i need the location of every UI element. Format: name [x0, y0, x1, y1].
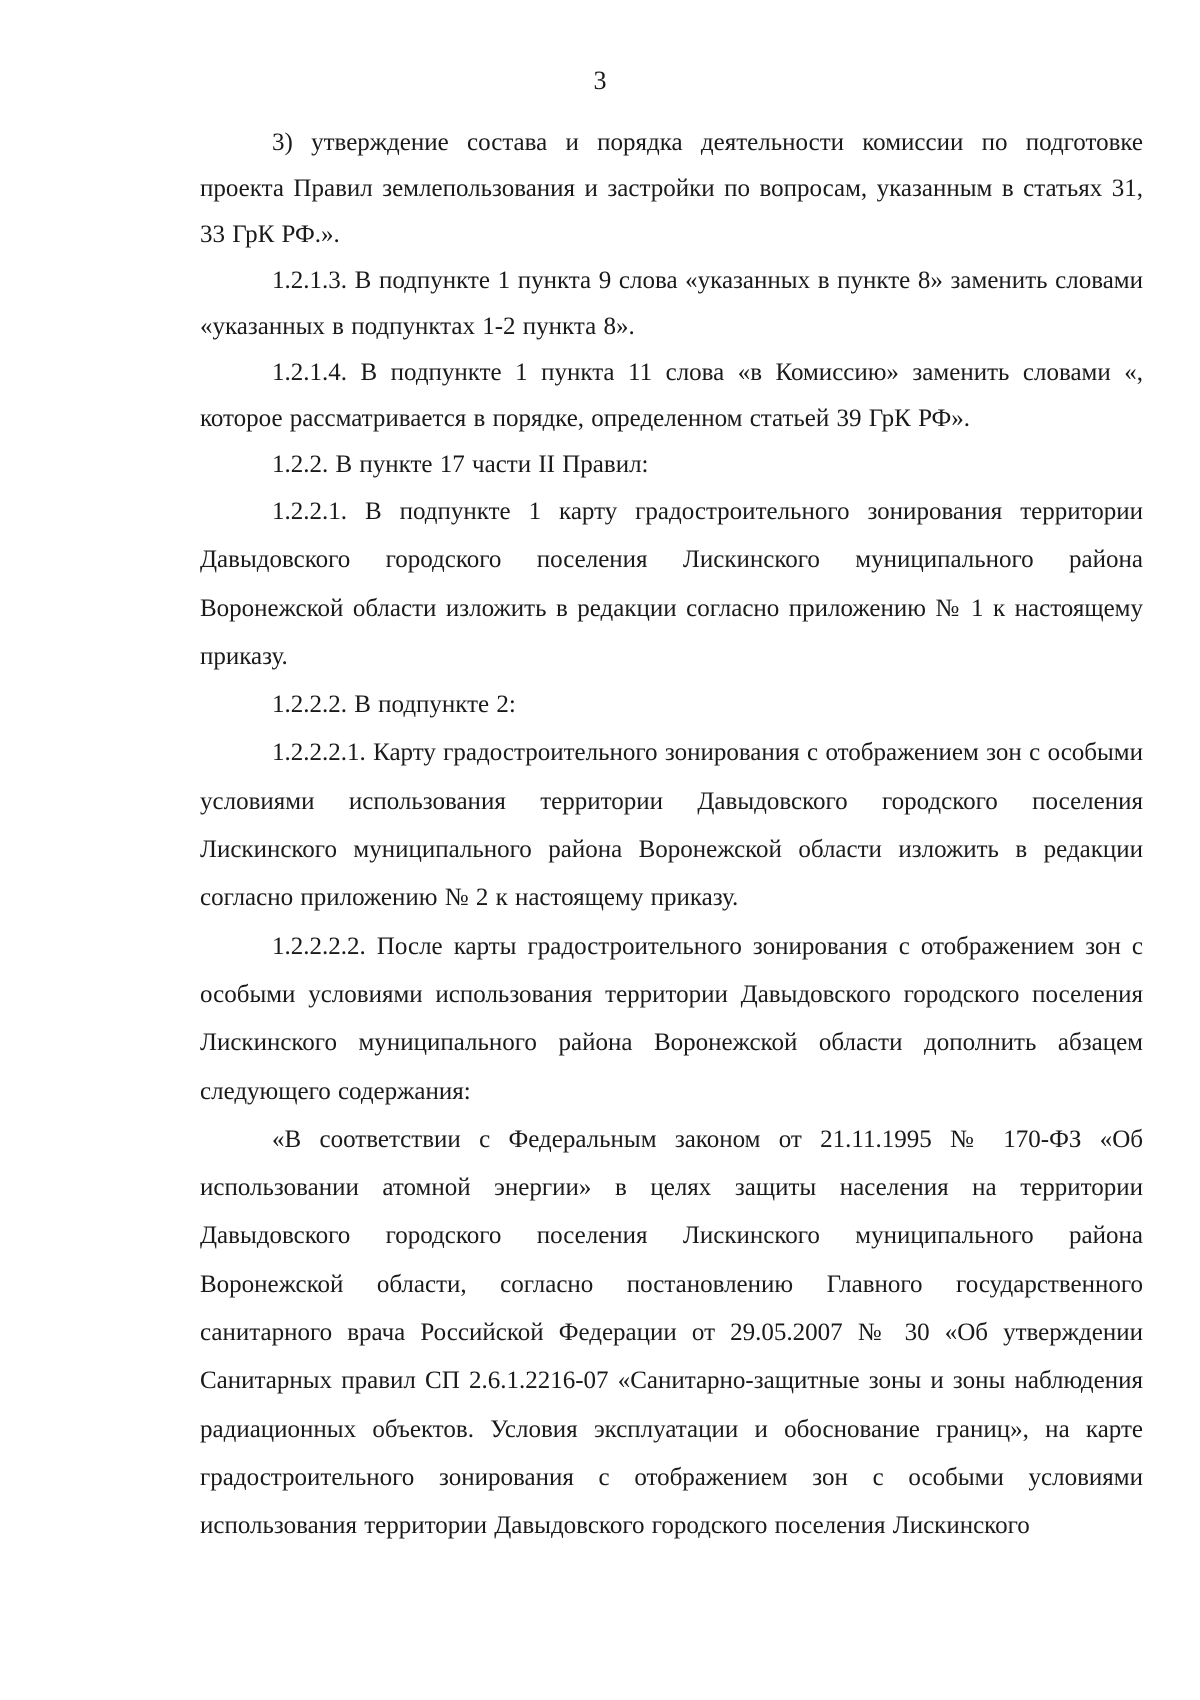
paragraph-1-2-1-3: 1.2.1.3. В подпункте 1 пункта 9 слова «указанных в пункте 8» заменить словами «указанных в подпунктах 1-2 пункта 8».: [200, 267, 1143, 340]
paragraph-1-2-2-2: 1.2.2.2. В подпункте 2:: [272, 691, 516, 719]
paragraph-1-2-2-1: 1.2.2.1. В подпункте 1 карту градостроительного зонирования территории Давыдовского городского поселения Лискинского муниципального района Воронежской области изложить в редакции согласно приложению № 1 к настоящему приказу.: [200, 498, 1143, 670]
page-number: 3: [593, 66, 607, 95]
paragraph-quoted-addition: «В соответствии с Федеральным законом от 21.11.1995 № 170-ФЗ «Об использовании атомной энергии» в целях защиты населения на территории Давыдовского городского поселения Лискинского муниципального района Воронежской области, согласно постановлению Главного государственного санитарного врача Российской Федерации от 29.05.2007 № 30 «Об утверждении Санитарных правил СП 2.6.1.2216-07 «Санитарно-защитные зоны и зоны наблюдения радиационных объектов. Условия эксплуатации и обоснование границ», на карте градостроительного зонирования с отображением зон с особыми условиями использования территории Давыдовского городского поселения Лискинского: [200, 1125, 1143, 1540]
paragraph-item-3: 3) утверждение состава и порядка деятельности комиссии по подготовке проекта Правил землепользования и застройки по вопросам, указанным в статьях 31, 33 ГрК РФ.».: [200, 129, 1143, 248]
document-body: [200, 120, 1143, 1551]
paragraph-1-2-2: 1.2.2. В пункте 17 части II Правил:: [272, 451, 649, 478]
paragraph-1-2-1-4: 1.2.1.4. В подпункте 1 пункта 11 слова «в Комиссию» заменить словами «, которое рассматривается в порядке, определенном статьей 39 ГрК РФ».: [200, 359, 1143, 432]
paragraph-1-2-2-2-1: 1.2.2.2.1. Карту градостроительного зонирования с отображением зон с особыми условиями использования территории Давыдовского городского поселения Лискинского муниципального района Воронежской области изложить в редакции согласно приложению № 2 к настоящему приказу.: [200, 739, 1143, 912]
paragraph-1-2-2-2-2: 1.2.2.2.2. После карты градостроительного зонирования с отображением зон с особыми условиями использования территории Давыдовского городского поселения Лискинского муниципального района Воронежской области дополнить абзацем следующего содержания:: [200, 932, 1143, 1105]
